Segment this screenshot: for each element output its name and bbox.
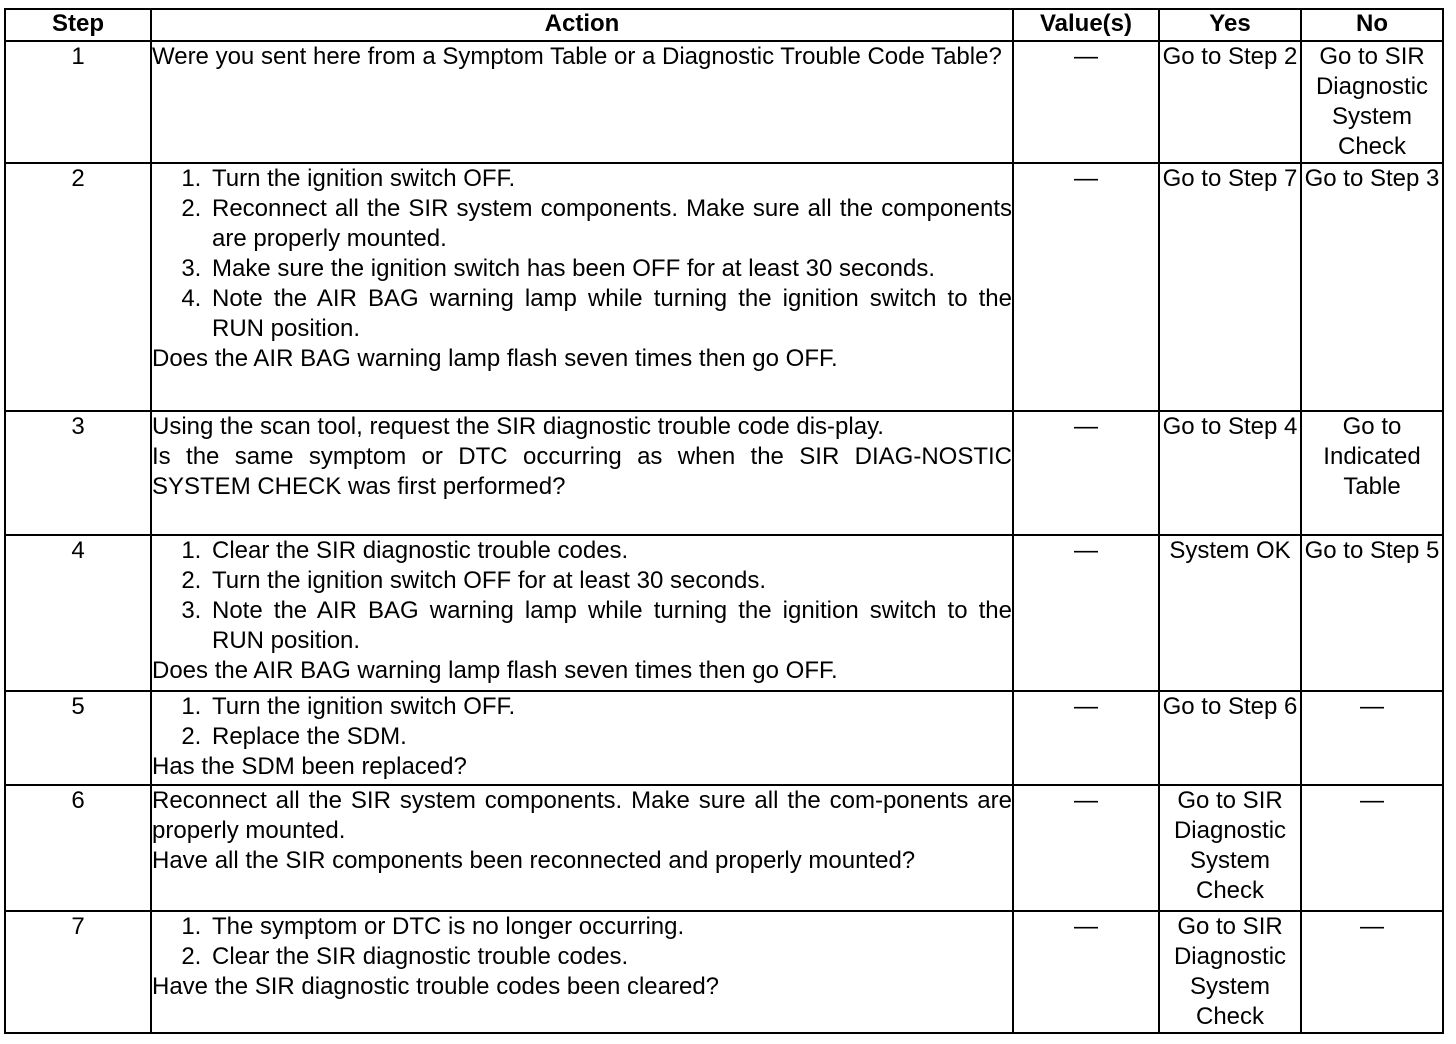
no-outcome: Go to SIR Diagnostic System Check <box>1301 41 1443 163</box>
yes-outcome: System OK <box>1159 535 1301 691</box>
action-steps-list <box>152 164 1012 344</box>
header-values: Value(s) <box>1013 9 1159 41</box>
table-row <box>5 163 1443 411</box>
action-intro: Using the scan tool, request the SIR diagnostic trouble code dis-play. <box>152 413 884 440</box>
action-cell <box>151 411 1013 535</box>
action-step-item: 4. Note the AIR BAG warning lamp while turning the ignition switch to the RUN position. <box>208 284 1012 344</box>
header-no: No <box>1301 9 1443 41</box>
no-outcome: — <box>1301 691 1443 785</box>
action-cell <box>151 41 1013 163</box>
action-step-item: 2. Clear the SIR diagnostic trouble codes. <box>208 942 1012 972</box>
table-row <box>5 691 1443 785</box>
diagnostic-table <box>4 8 1444 1034</box>
action-step-item: 1. The symptom or DTC is no longer occurring. <box>208 912 1012 942</box>
step-number: 4 <box>5 535 151 691</box>
action-step-item: 1. Turn the ignition switch OFF. <box>208 164 1012 194</box>
yes-outcome: Go to Step 2 <box>1159 41 1301 163</box>
action-question: Have the SIR diagnostic trouble codes been cleared? <box>152 973 720 1000</box>
table-row <box>5 411 1443 535</box>
no-outcome: — <box>1301 785 1443 911</box>
value-cell: — <box>1013 411 1159 535</box>
action-step-item: 2. Turn the ignition switch OFF for at least 30 seconds. <box>208 566 1012 596</box>
action-step-item: 2. Reconnect all the SIR system components. Make sure all the components are properly mounted. <box>208 194 1012 254</box>
value-cell: — <box>1013 911 1159 1033</box>
step-number: 5 <box>5 691 151 785</box>
table-header <box>5 9 1443 41</box>
header-action: Action <box>151 9 1013 41</box>
action-question: Does the AIR BAG warning lamp flash seven times then go OFF. <box>152 345 838 372</box>
step-number: 2 <box>5 163 151 411</box>
step-number: 6 <box>5 785 151 911</box>
no-outcome: Go to Step 3 <box>1301 163 1443 411</box>
action-steps-list <box>152 536 1012 656</box>
yes-outcome: Go to Step 4 <box>1159 411 1301 535</box>
table-row <box>5 41 1443 163</box>
no-outcome: Go to Step 5 <box>1301 535 1443 691</box>
table-row <box>5 535 1443 691</box>
action-step-item: 3. Make sure the ignition switch has been OFF for at least 30 seconds. <box>208 254 1012 284</box>
action-cell <box>151 691 1013 785</box>
value-cell: — <box>1013 41 1159 163</box>
table-row <box>5 911 1443 1033</box>
action-step-item: 2. Replace the SDM. <box>208 722 1012 752</box>
no-outcome: Go to Indicated Table <box>1301 411 1443 535</box>
value-cell: — <box>1013 691 1159 785</box>
step-number: 7 <box>5 911 151 1033</box>
yes-outcome: Go to Step 6 <box>1159 691 1301 785</box>
value-cell: — <box>1013 535 1159 691</box>
step-number: 1 <box>5 41 151 163</box>
action-steps-list <box>152 692 1012 752</box>
action-question: Has the SDM been replaced? <box>152 753 467 780</box>
yes-outcome: Go to SIR Diagnostic System Check <box>1159 911 1301 1033</box>
step-number: 3 <box>5 411 151 535</box>
action-step-item: 1. Clear the SIR diagnostic trouble codes. <box>208 536 1012 566</box>
action-question: Is the same symptom or DTC occurring as when the SIR DIAG-NOSTIC SYSTEM CHECK was first performed? <box>152 443 1012 500</box>
action-cell <box>151 785 1013 911</box>
yes-outcome: Go to SIR Diagnostic System Check <box>1159 785 1301 911</box>
value-cell: — <box>1013 785 1159 911</box>
value-cell: — <box>1013 163 1159 411</box>
header-row <box>5 9 1443 41</box>
action-cell <box>151 535 1013 691</box>
yes-outcome: Go to Step 7 <box>1159 163 1301 411</box>
action-question: Have all the SIR components been reconnected and properly mounted? <box>152 847 916 874</box>
header-yes: Yes <box>1159 9 1301 41</box>
action-intro: Reconnect all the SIR system components. Make sure all the com-ponents are properly mounted. <box>152 787 1012 844</box>
action-cell <box>151 163 1013 411</box>
no-outcome: — <box>1301 911 1443 1033</box>
action-cell <box>151 911 1013 1033</box>
action-intro: Were you sent here from a Symptom Table or a Diagnostic Trouble Code Table? <box>152 43 1002 70</box>
header-step: Step <box>5 9 151 41</box>
action-step-item: 1. Turn the ignition switch OFF. <box>208 692 1012 722</box>
action-question: Does the AIR BAG warning lamp flash seven times then go OFF. <box>152 657 838 684</box>
action-steps-list <box>152 912 1012 972</box>
action-step-item: 3. Note the AIR BAG warning lamp while turning the ignition switch to the RUN position. <box>208 596 1012 656</box>
table-row <box>5 785 1443 911</box>
table-body <box>5 41 1443 1033</box>
